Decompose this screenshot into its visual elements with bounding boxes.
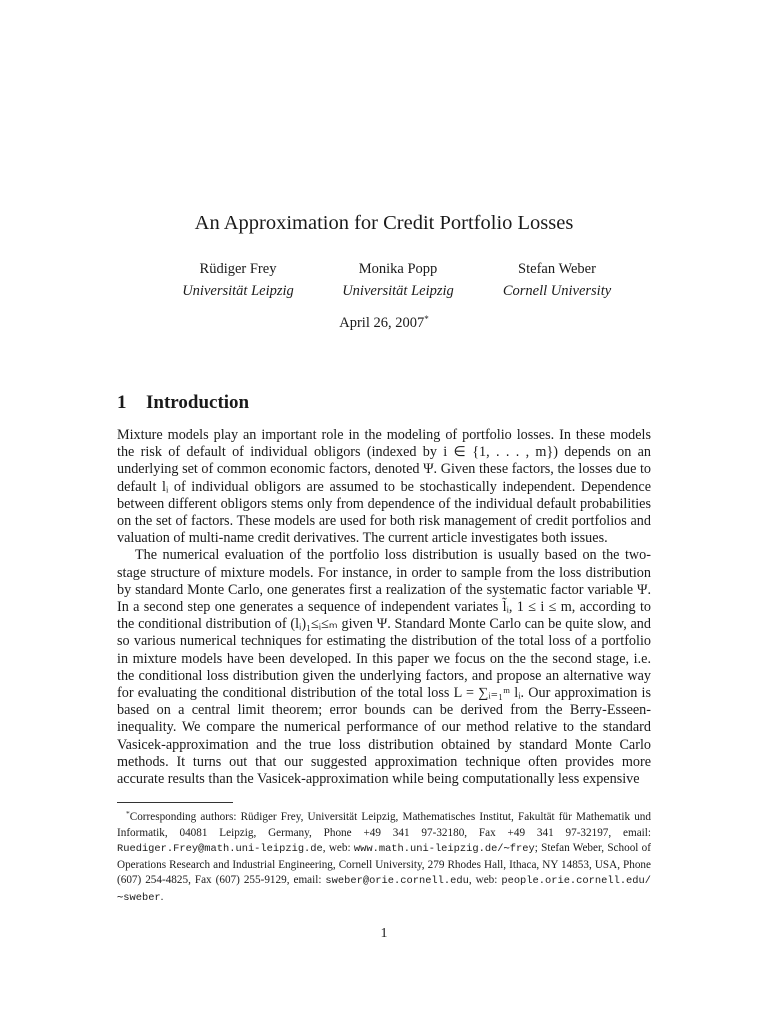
footnote-text: ; Stefan Weber, School of Operations Research and Industrial Engineering, Cornell University, 279 Rhodes Hall, Ithaca, NY 14853, USA, Phone (607) 254-4825, Fax (607) 255-9129, email: <box>117 842 651 887</box>
paragraph: Mixture models play an important role in the modeling of portfolio losses. In these models the risk of default of individual obligors (indexed by i ∈ {1, . . . , m}) depends on an underlying set of common economic factors, denoted Ψ. Given these factors, the losses due to default lᵢ of individual obligors are assumed to be stochastically independent. Dependence between different obligors stems only from dependence of the individual default probabilities on the set of factors. These models are used for both risk management of credit portfolios and valuation of multi-name credit derivatives. The current article investigates both issues. <box>117 427 651 547</box>
web-link-frey[interactable]: www.math.uni-leipzig.de/∼frey <box>353 843 535 856</box>
date-footnote-marker: * <box>424 314 429 324</box>
footnote <box>117 806 651 907</box>
author-affiliation: Universität Leipzig <box>182 283 294 299</box>
footnote-text: , web: <box>468 874 502 887</box>
paper-title: An Approximation for Credit Portfolio Losses <box>194 212 574 234</box>
body-text <box>117 427 651 788</box>
author-name: Rüdiger Frey <box>199 261 277 277</box>
date-text: April 26, 2007 <box>339 315 425 331</box>
email-link-frey[interactable]: Ruediger.Frey@math.uni-leipzig.de <box>117 843 323 856</box>
footnote-rule <box>117 802 233 803</box>
paragraph: The numerical evaluation of the portfolio loss distribution is usually based on the two-stage structure of mixture models. For instance, in order to sample from the loss distribution by standard Monte Carlo, one generates first a realization of the systematic factor variable Ψ. In a second step one generates a sequence of independent variates l̃ᵢ, 1 ≤ i ≤ m, according to the conditional distribution of (lᵢ)₁≤ᵢ≤ₘ given Ψ. Standard Monte Carlo can be quite slow, and so various numerical techniques for estimating the distribution of the total loss of a portfolio in mixture models have been developed. In this paper we focus on the the second stage, i.e. the conditional loss distribution given the underlying factors, and propose an alternative way for evaluating the conditional distribution of the total loss L = ∑ᵢ₌₁ᵐ lᵢ. Our approximation is based on a central limit theorem; error bounds can be derived from the Berry-Esseen-inequality. We compare the numerical performance of our method relative to the standard Vasicek-approximation and the true loss distribution obtained by standard Monte Carlo methods. It turns out that our suggested approximation technique often provides more accurate results than the Vasicek-approximation while being computationally less expensive <box>117 547 651 788</box>
section-number: 1 <box>117 392 127 413</box>
footnote-marker: * <box>126 809 130 818</box>
paper-date <box>0 314 768 332</box>
footnote-paragraph <box>117 806 651 907</box>
footnote-text: Corresponding authors: Rüdiger Frey, Universität Leipzig, Mathematisches Institut, Fakultät für Mathematik und Informatik, 04081 Leipzig, Germany, Phone +49 341 97-32180, Fax +49 341 97-32197, email: <box>117 811 651 839</box>
section-title: Introduction <box>146 392 250 413</box>
author-name: Stefan Weber <box>518 261 596 277</box>
author-block-3 <box>462 258 652 302</box>
web-link-weber[interactable]: people.orie.cornell.edu/∼sweber <box>117 875 651 904</box>
footnote-text: , web: <box>322 842 354 855</box>
author-affiliation: Universität Leipzig <box>342 283 454 299</box>
footnote-text: . <box>160 890 164 903</box>
author-name: Monika Popp <box>358 261 438 277</box>
page-number: 1 <box>380 926 388 941</box>
author-affiliation: Cornell University <box>502 283 612 299</box>
email-link-weber[interactable]: sweber@orie.cornell.edu <box>325 875 469 888</box>
section-heading <box>117 392 249 414</box>
